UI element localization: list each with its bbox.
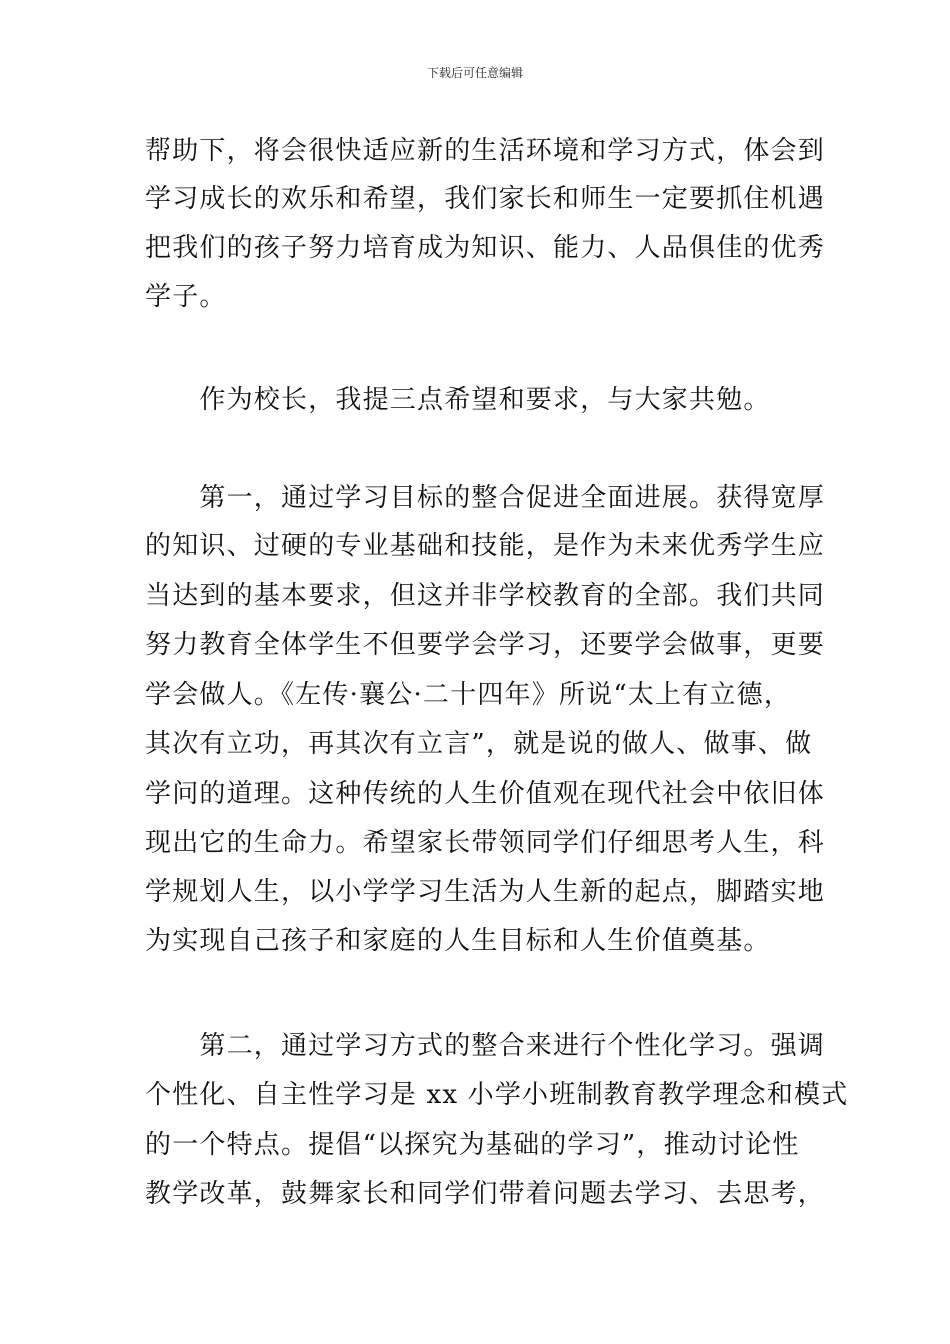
text-line: 教学改革，鼓舞家长和同学们带着问题去学习、去思考， [145, 1179, 826, 1209]
text-line: 学规划人生，以小学学习生活为人生新的起点，脚踏实地 [145, 877, 826, 907]
text-line: 学问的道理。这种传统的人生价值观在现代社会中依旧体 [145, 779, 826, 809]
text-line: 第二，通过学习方式的整合来进行个性化学习。强调 [145, 1031, 826, 1061]
text-line: 作为校长，我提三点希望和要求，与大家共勉。 [145, 385, 771, 415]
text-line: 现出它的生命力。希望家长带领同学们仔细思考人生，科 [145, 828, 826, 858]
text-line: 帮助下，将会很快适应新的生活环境和学习方式，体会到 [145, 136, 826, 166]
text-line: 的一个特点。提倡“以探究为基础的学习”，推动讨论性 [145, 1130, 800, 1160]
text-line: 学会做人。《左传·襄公·二十四年》所说“太上有立德， [145, 680, 792, 710]
text-line: 的知识、过硬的专业基础和技能，是作为未来优秀学生应 [145, 531, 826, 561]
text-line: 把我们的孩子努力培育成为知识、能力、人品俱佳的优秀 [145, 233, 826, 263]
text-line: 当达到的基本要求，但这并非学校教育的全部。我们共同 [145, 581, 826, 611]
text-line: 个性化、自主性学习是 xx 小学小班制教育教学理念和模式 [145, 1080, 849, 1110]
page-header-note: 下载后可任意编辑 [426, 66, 523, 80]
text-line: 第一，通过学习目标的整合促进全面进展。获得宽厚 [145, 483, 826, 513]
text-line: 学习成长的欢乐和希望，我们家长和师生一定要抓住机遇 [145, 184, 826, 214]
text-line: 学子。 [145, 282, 227, 312]
text-line: 其次有立功，再其次有立言”，就是说的做人、做事、做 [145, 729, 813, 759]
text-line: 努力教育全体学生不但要学会学习，还要学会做事，更要 [145, 630, 826, 660]
text-line: 为实现自己孩子和家庭的人生目标和人生价值奠基。 [145, 926, 771, 956]
